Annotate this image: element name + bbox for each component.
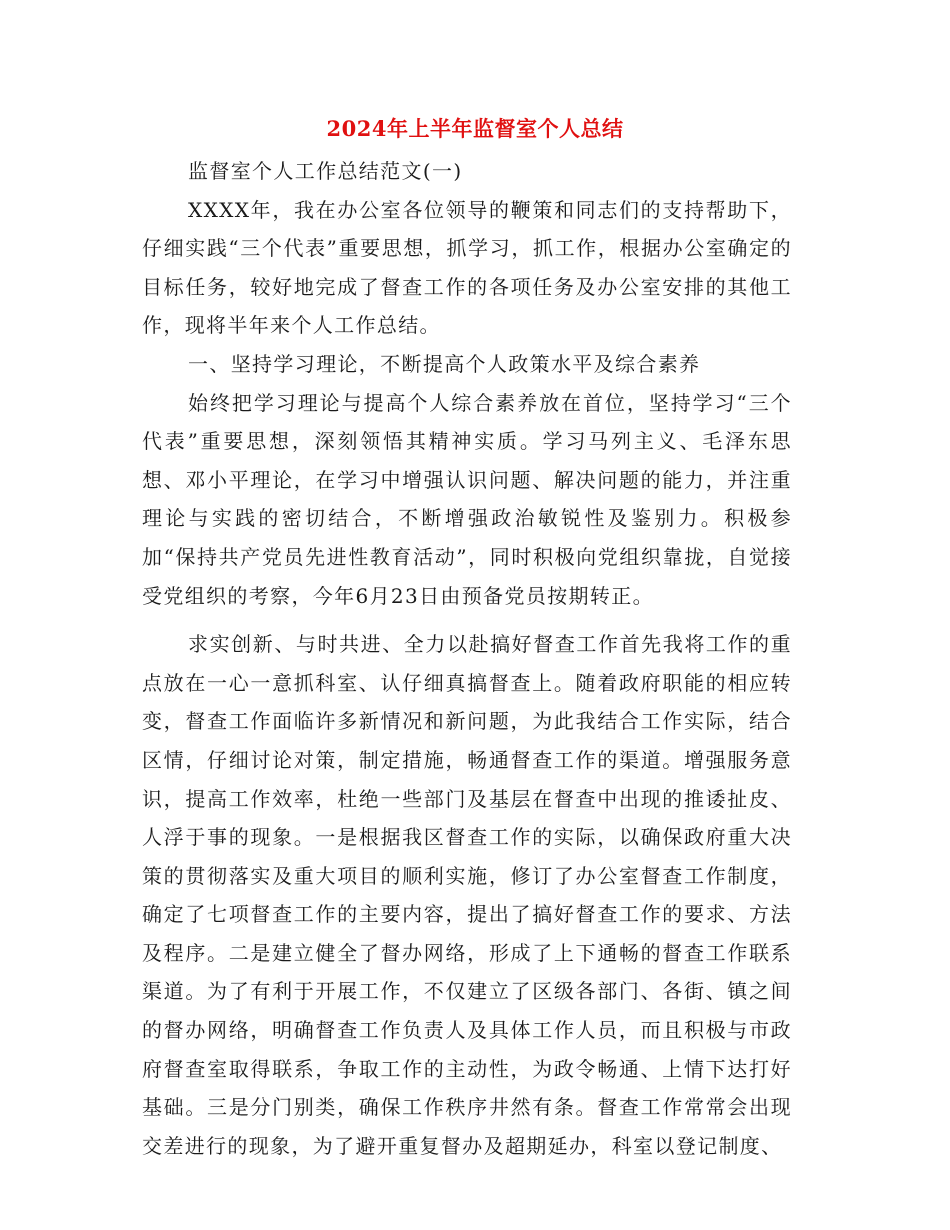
- paragraph-intro: XXXX年，我在办公室各位领导的鞭策和同志们的支持帮助下，仔细实践“三个代表”重要思想，抓学习，抓工作，根据办公室确定的目标任务，较好地完成了督查工作的各项任务及办公室安排的其他工作，现将半年来个人工作总结。: [142, 197, 792, 338]
- paragraph-study-theory: 始终把学习理论与提高个人综合素养放在首位，坚持学习“三个代表”重要思想，深刻领悟其精神实质。学习马列主义、毛泽东思想、邓小平理论，在学习中增强认识问题、解决问题的能力，并注重理论与实践的密切结合，不断增强政治敏锐性及鉴别力。积极参加“保持共产党员先进性教育活动”，同时积极向党组织靠拢，自觉接受党组织的考察，今年6月23日由预备党员按期转正。: [142, 390, 792, 608]
- paragraph-supervision-work: 求实创新、与时共进、全力以赴搞好督查工作首先我将工作的重点放在一心一意抓科室、认仔细真搞督查上。随着政府职能的相应转变，督查工作面临许多新情况和新问题，为此我结合工作实际，结合区情，仔细讨论对策，制定措施，畅通督查工作的渠道。增强服务意识，提高工作效率，杜绝一些部门及基层在督查中出现的推诿扯皮、人浮于事的现象。一是根据我区督查工作的实际，以确保政府重大决策的贯彻落实及重大项目的顺利实施，修订了办公室督查工作制度，确定了七项督查工作的主要内容，提出了搞好督查工作的要求、方法及程序。二是建立健全了督办网络，形成了上下通畅的督查工作联系渠道。为了有利于开展工作，不仅建立了区级各部门、各街、镇之间的督办网络，明确督查工作负责人及具体工作人员，而且积极与市政府督查室取得联系，争取工作的主动性，为政令畅通、上情下达打好基础。三是分门别类，确保工作秩序井然有条。督查工作常常会出现交差进行的现象，为了避开重复督办及超期延办，科室以登记制度、: [142, 632, 792, 1158]
- document-body: [142, 152, 792, 1165]
- paragraph-subtitle: 监督室个人工作总结范文(一): [188, 159, 463, 183]
- paragraph-section-heading: 一、坚持学习理论，不断提高个人政策水平及综合素养: [188, 351, 701, 376]
- document-title: 2024年上半年监督室个人总结: [326, 116, 624, 141]
